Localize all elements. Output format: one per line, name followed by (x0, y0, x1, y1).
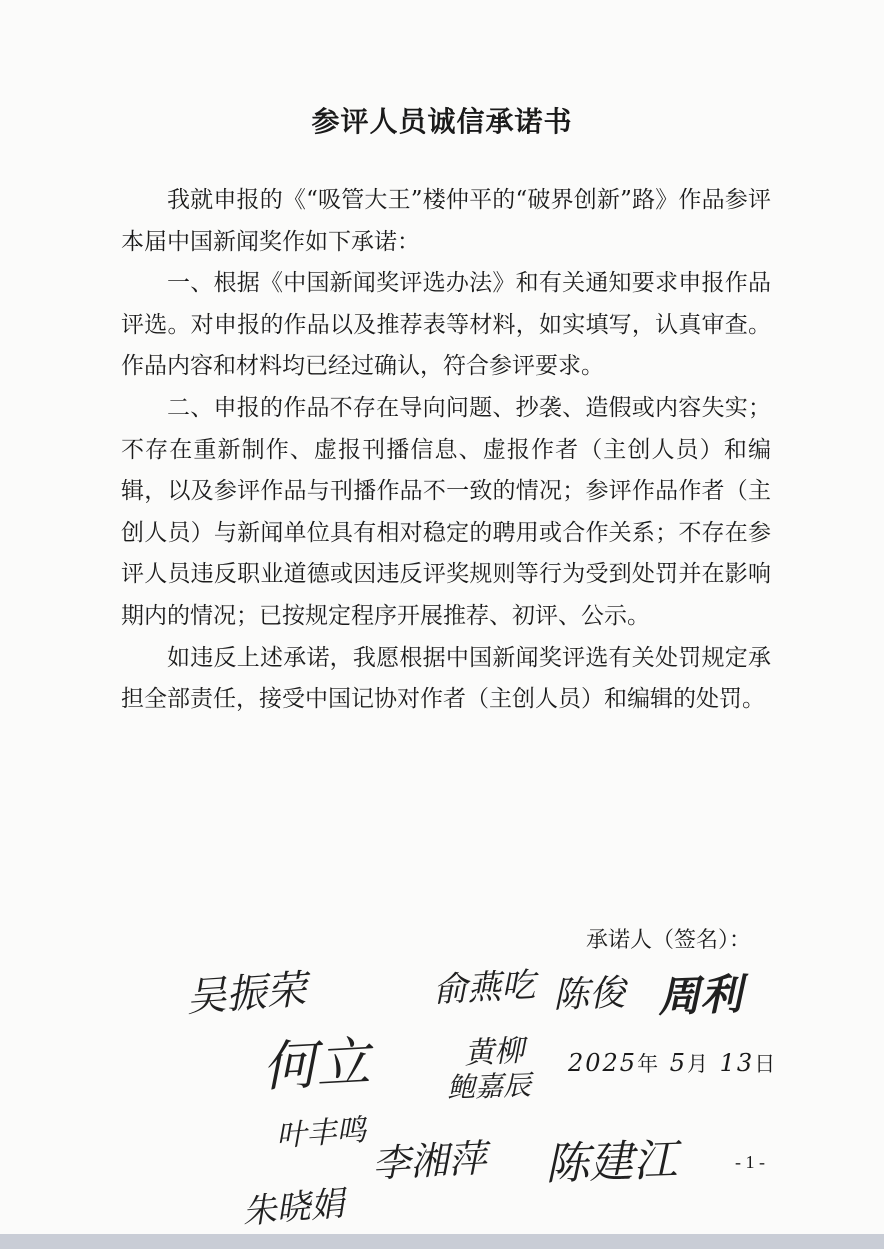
paragraph-closing: 如违反上述承诺，我愿根据中国新闻奖评选有关处罚规定承担全部责任，接受中国记协对作者（主创人员）和编辑的处罚。 (121, 644, 771, 713)
date-year: 2025 (568, 1049, 638, 1077)
signature-7: 鲍嘉辰 (446, 1068, 532, 1105)
date-month: 5 (669, 1049, 687, 1077)
page-number: - 1 - (735, 1152, 765, 1172)
date-day: 13 (719, 1049, 755, 1077)
document-title: 参评人员诚信承诺书 (311, 105, 573, 138)
document-body (121, 180, 771, 721)
date-year-unit: 年 (637, 1052, 661, 1076)
signature-6: 黄柳 (463, 1033, 526, 1072)
signature-4: 周利 (657, 969, 743, 1022)
signature-3: 陈俊 (552, 972, 626, 1017)
signature-9: 李湘萍 (371, 1136, 488, 1186)
paragraph-two: 二、申报的作品不存在导向问题、抄袭、造假或内容失实；不存在重新制作、虚报刊播信息、虚报作者（主创人员）和编辑，以及参评作品与刊播作品不一致的情况；参评作品作者（主创人员）与新闻单位具有相对稳定的聘用或合作关系；不存在参评人员违反职业道德或因违反评奖规则等行为受到处罚并在影响期内的情况；已按规定程序开展推荐、初评、公示。 (121, 394, 771, 629)
date-day-unit: 日 (754, 1052, 778, 1076)
paragraph-one: 一、根据《中国新闻奖评选办法》和有关通知要求申报作品评选。对申报的作品以及推荐表等材料，如实填写，认真审查。作品内容和材料均已经过确认，符合参评要求。 (121, 270, 771, 380)
signature-10: 陈建江 (544, 1134, 679, 1191)
scan-edge (0, 1234, 884, 1249)
signature-1: 吴振荣 (184, 966, 308, 1022)
promisor-label: 承诺人（签名）： (586, 928, 752, 953)
signature-2: 俞燕吃 (432, 965, 537, 1011)
signing-date (568, 1048, 777, 1078)
paragraph-intro: 我就申报的《“吸管大王”楼仲平的“破界创新”路》作品参评本届中国新闻奖作如下承诺： (121, 187, 771, 255)
signature-8: 叶丰鸣 (275, 1112, 368, 1155)
signature-5: 何立 (260, 1030, 372, 1099)
signature-11: 朱晓娟 (240, 1183, 346, 1233)
date-month-unit: 月 (687, 1052, 710, 1076)
